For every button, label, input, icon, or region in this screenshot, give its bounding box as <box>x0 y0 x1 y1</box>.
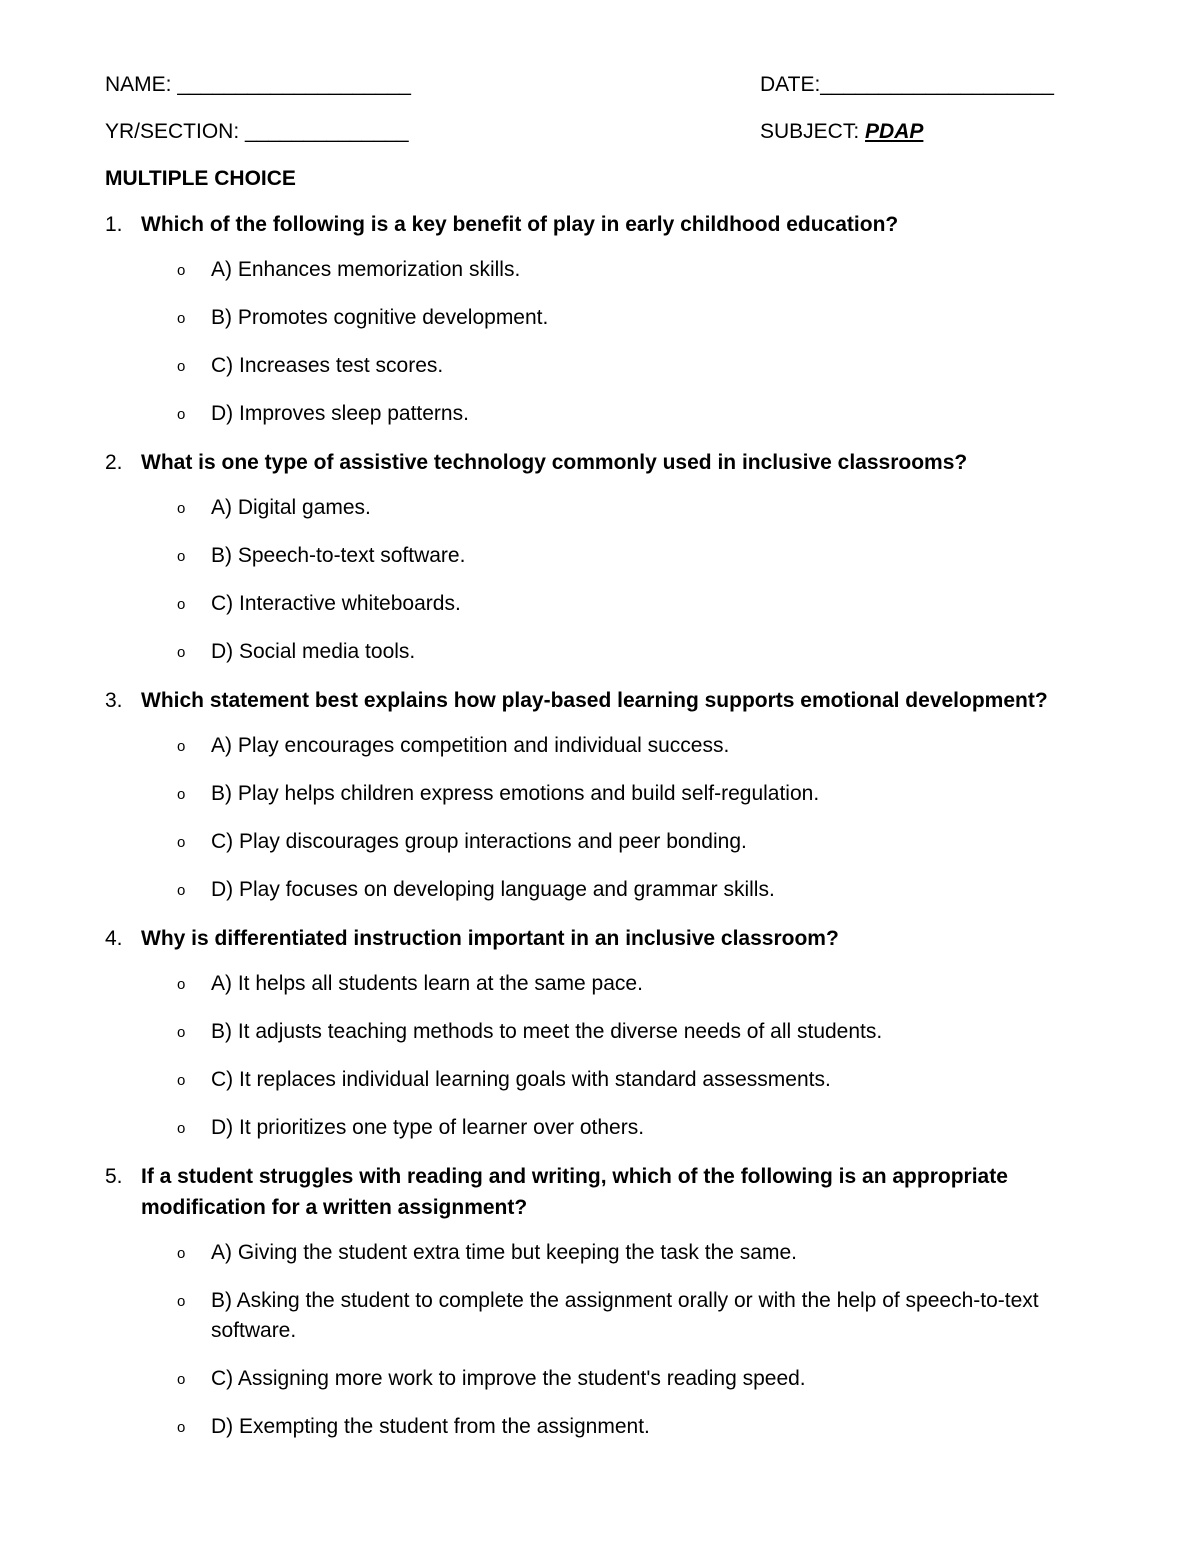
circle-bullet-icon: o <box>177 738 186 755</box>
answer-option-text: D) Exempting the student from the assignment. <box>211 1415 650 1438</box>
answer-option <box>105 1065 1115 1095</box>
circle-bullet-icon: o <box>177 1024 186 1041</box>
answer-option-text: C) Play discourages group interactions and peer bonding. <box>211 830 747 853</box>
question-item <box>105 1161 1115 1442</box>
question-text: What is one type of assistive technology commonly used in inclusive classrooms? <box>141 451 968 474</box>
answer-option-text: B) Speech-to-text software. <box>211 544 466 567</box>
name-field-label: NAME: ____________________ <box>105 73 411 96</box>
question-number: 5. <box>105 1165 123 1188</box>
question-number: 3. <box>105 689 123 712</box>
answer-option <box>105 351 1115 381</box>
question-list <box>105 209 1115 1460</box>
question-number: 4. <box>105 927 123 950</box>
answer-option-text: D) Improves sleep patterns. <box>211 402 469 425</box>
circle-bullet-icon: o <box>177 644 186 661</box>
subject-field <box>760 117 923 147</box>
answer-option <box>105 541 1115 571</box>
question-text: Which statement best explains how play-based learning supports emotional development? <box>141 689 1048 712</box>
circle-bullet-icon: o <box>177 1419 186 1436</box>
circle-bullet-icon: o <box>177 1120 186 1137</box>
question-text: Which of the following is a key benefit of play in early childhood education? <box>141 213 899 236</box>
question-line <box>105 923 1115 954</box>
circle-bullet-icon: o <box>177 406 186 423</box>
circle-bullet-icon: o <box>177 310 186 327</box>
answer-option <box>105 1364 1115 1394</box>
question-item <box>105 447 1115 667</box>
answer-option-text: D) Social media tools. <box>211 640 416 663</box>
answer-option <box>105 731 1115 761</box>
question-number: 1. <box>105 213 123 236</box>
answer-options <box>105 255 1115 429</box>
answer-option <box>105 637 1115 667</box>
circle-bullet-icon: o <box>177 1293 186 1310</box>
answer-option <box>105 589 1115 619</box>
date-field-label: DATE:____________________ <box>760 73 1054 96</box>
circle-bullet-icon: o <box>177 976 186 993</box>
question-line <box>105 1161 1115 1223</box>
question-item <box>105 685 1115 905</box>
circle-bullet-icon: o <box>177 1072 186 1089</box>
circle-bullet-icon: o <box>177 834 186 851</box>
answer-option <box>105 493 1115 523</box>
question-number: 2. <box>105 451 123 474</box>
answer-option-text: A) Enhances memorization skills. <box>211 258 521 281</box>
header-row-1 <box>105 70 1105 100</box>
subject-label: SUBJECT: <box>760 120 866 143</box>
circle-bullet-icon: o <box>177 1371 186 1388</box>
answer-option <box>105 399 1115 429</box>
circle-bullet-icon: o <box>177 548 186 565</box>
answer-option-text: B) Play helps children express emotions and build self-regulation. <box>211 782 820 805</box>
answer-option-text: D) It prioritizes one type of learner over others. <box>211 1116 645 1139</box>
answer-option <box>105 303 1115 333</box>
answer-option-text: C) Assigning more work to improve the student's reading speed. <box>211 1367 806 1390</box>
answer-option-text: A) Digital games. <box>211 496 371 519</box>
answer-option <box>105 255 1115 285</box>
answer-options <box>105 493 1115 667</box>
answer-option-text: B) Promotes cognitive development. <box>211 306 549 329</box>
answer-option <box>105 969 1115 999</box>
section-title: MULTIPLE CHOICE <box>105 167 296 190</box>
question-item <box>105 209 1115 429</box>
question-text: If a student struggles with reading and writing, which of the following is an appropriate modification for a written assignment? <box>141 1165 1008 1219</box>
answer-option-text: C) Increases test scores. <box>211 354 444 377</box>
answer-option <box>105 1017 1115 1047</box>
section-field-label: YR/SECTION: ______________ <box>105 120 409 143</box>
answer-option <box>105 1412 1115 1442</box>
answer-option-text: C) It replaces individual learning goals with standard assessments. <box>211 1068 831 1091</box>
answer-option-text: A) Play encourages competition and individual success. <box>211 734 730 757</box>
question-item <box>105 923 1115 1143</box>
answer-options <box>105 731 1115 905</box>
answer-option-text: D) Play focuses on developing language and grammar skills. <box>211 878 775 901</box>
question-line <box>105 685 1115 716</box>
circle-bullet-icon: o <box>177 262 186 279</box>
question-line <box>105 209 1115 240</box>
header-row-2 <box>105 117 1105 147</box>
circle-bullet-icon: o <box>177 500 186 517</box>
answer-option-text: C) Interactive whiteboards. <box>211 592 461 615</box>
circle-bullet-icon: o <box>177 882 186 899</box>
circle-bullet-icon: o <box>177 786 186 803</box>
answer-option-text: B) It adjusts teaching methods to meet the diverse needs of all students. <box>211 1020 883 1043</box>
answer-option <box>105 1286 1115 1346</box>
answer-option <box>105 779 1115 809</box>
circle-bullet-icon: o <box>177 1245 186 1262</box>
answer-option <box>105 827 1115 857</box>
answer-options <box>105 1238 1115 1442</box>
circle-bullet-icon: o <box>177 596 186 613</box>
answer-option <box>105 1238 1115 1268</box>
answer-option <box>105 875 1115 905</box>
circle-bullet-icon: o <box>177 358 186 375</box>
answer-option-text: A) It helps all students learn at the same pace. <box>211 972 643 995</box>
answer-options <box>105 969 1115 1143</box>
answer-option-text: B) Asking the student to complete the assignment orally or with the help of speech-to-text software. <box>211 1289 1039 1342</box>
subject-value: PDAP <box>865 120 924 143</box>
answer-option-text: A) Giving the student extra time but keeping the task the same. <box>211 1241 797 1264</box>
question-line <box>105 447 1115 478</box>
answer-option <box>105 1113 1115 1143</box>
question-text: Why is differentiated instruction important in an inclusive classroom? <box>141 927 839 950</box>
